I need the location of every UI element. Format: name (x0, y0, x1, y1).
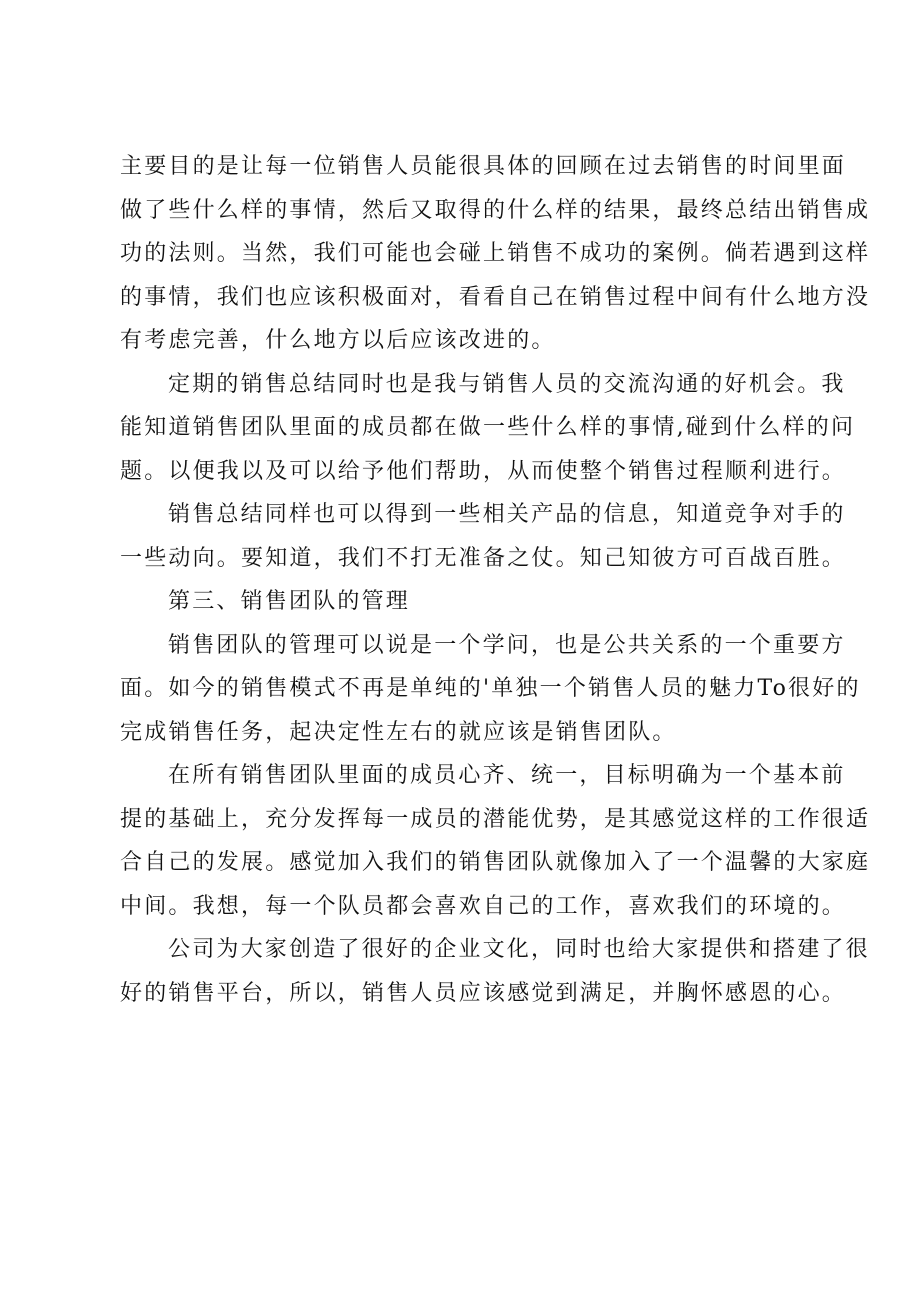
text-line: 主要目的是让每一位销售人员能很具体的回顾在过去销售的时间里面 (120, 154, 847, 179)
text-line: 有考虑完善，什么地方以后应该改进的。 (120, 328, 556, 353)
text-line: 能知道销售团队里面的成员都在做一些什么样的事情,碰到什么样的问 (120, 415, 856, 440)
text-line: 好的销售平台，所以，销售人员应该感觉到满足，并胸怀感恩的心。 (120, 980, 847, 1006)
text-line: 完成销售任务，起决定性左右的就应该是销售团队。 (120, 719, 677, 745)
text-line: 定期的销售总结同时也是我与销售人员的交流沟通的好机会。我 (168, 371, 846, 397)
text-line: 做了些什么样的事情，然后又取得的什么样的结果，最终总结出销售成 (120, 197, 871, 223)
text-line: 中间。我想，每一个队员都会喜欢自己的工作，喜欢我们的环境的。 (120, 893, 847, 919)
text-line: 的事情，我们也应该积极面对，看看自己在销售过程中间有什么地方没 (120, 284, 871, 310)
text-line: 合自己的发展。感觉加入我们的销售团队就像加入了一个温馨的大家庭 (120, 850, 871, 875)
text-line: 题。以便我以及可以给予他们帮助，从而使整个销售过程顺利进行。 (120, 458, 847, 484)
text-line: 提的基础上，充分发挥每一成员的潜能优势，是其感觉这样的工作很适 (120, 806, 871, 832)
text-line: 公司为大家创造了很好的企业文化，同时也给大家提供和搭建了很 (168, 937, 870, 962)
text-line: 一些动向。要知道，我们不打无准备之仗。知己知彼方可百战百胜。 (120, 545, 847, 571)
text-line: 在所有销售团队里面的成员心齐、统一，目标明确为一个基本前 (168, 763, 846, 788)
text-line: 面。如今的销售模式不再是单纯的'单独一个销售人员的魅力To很好的 (120, 676, 861, 701)
text-line: 销售总结同样也可以得到一些相关产品的信息，知道竞争对手的 (168, 502, 846, 527)
document-body (120, 145, 871, 1015)
text-line: 销售团队的管理可以说是一个学问，也是公共关系的一个重要方 (168, 632, 846, 658)
text-line: 功的法则。当然，我们可能也会碰上销售不成功的案例。倘若遇到这样 (120, 241, 871, 266)
section-heading: 第三、销售团队的管理 (168, 589, 411, 614)
